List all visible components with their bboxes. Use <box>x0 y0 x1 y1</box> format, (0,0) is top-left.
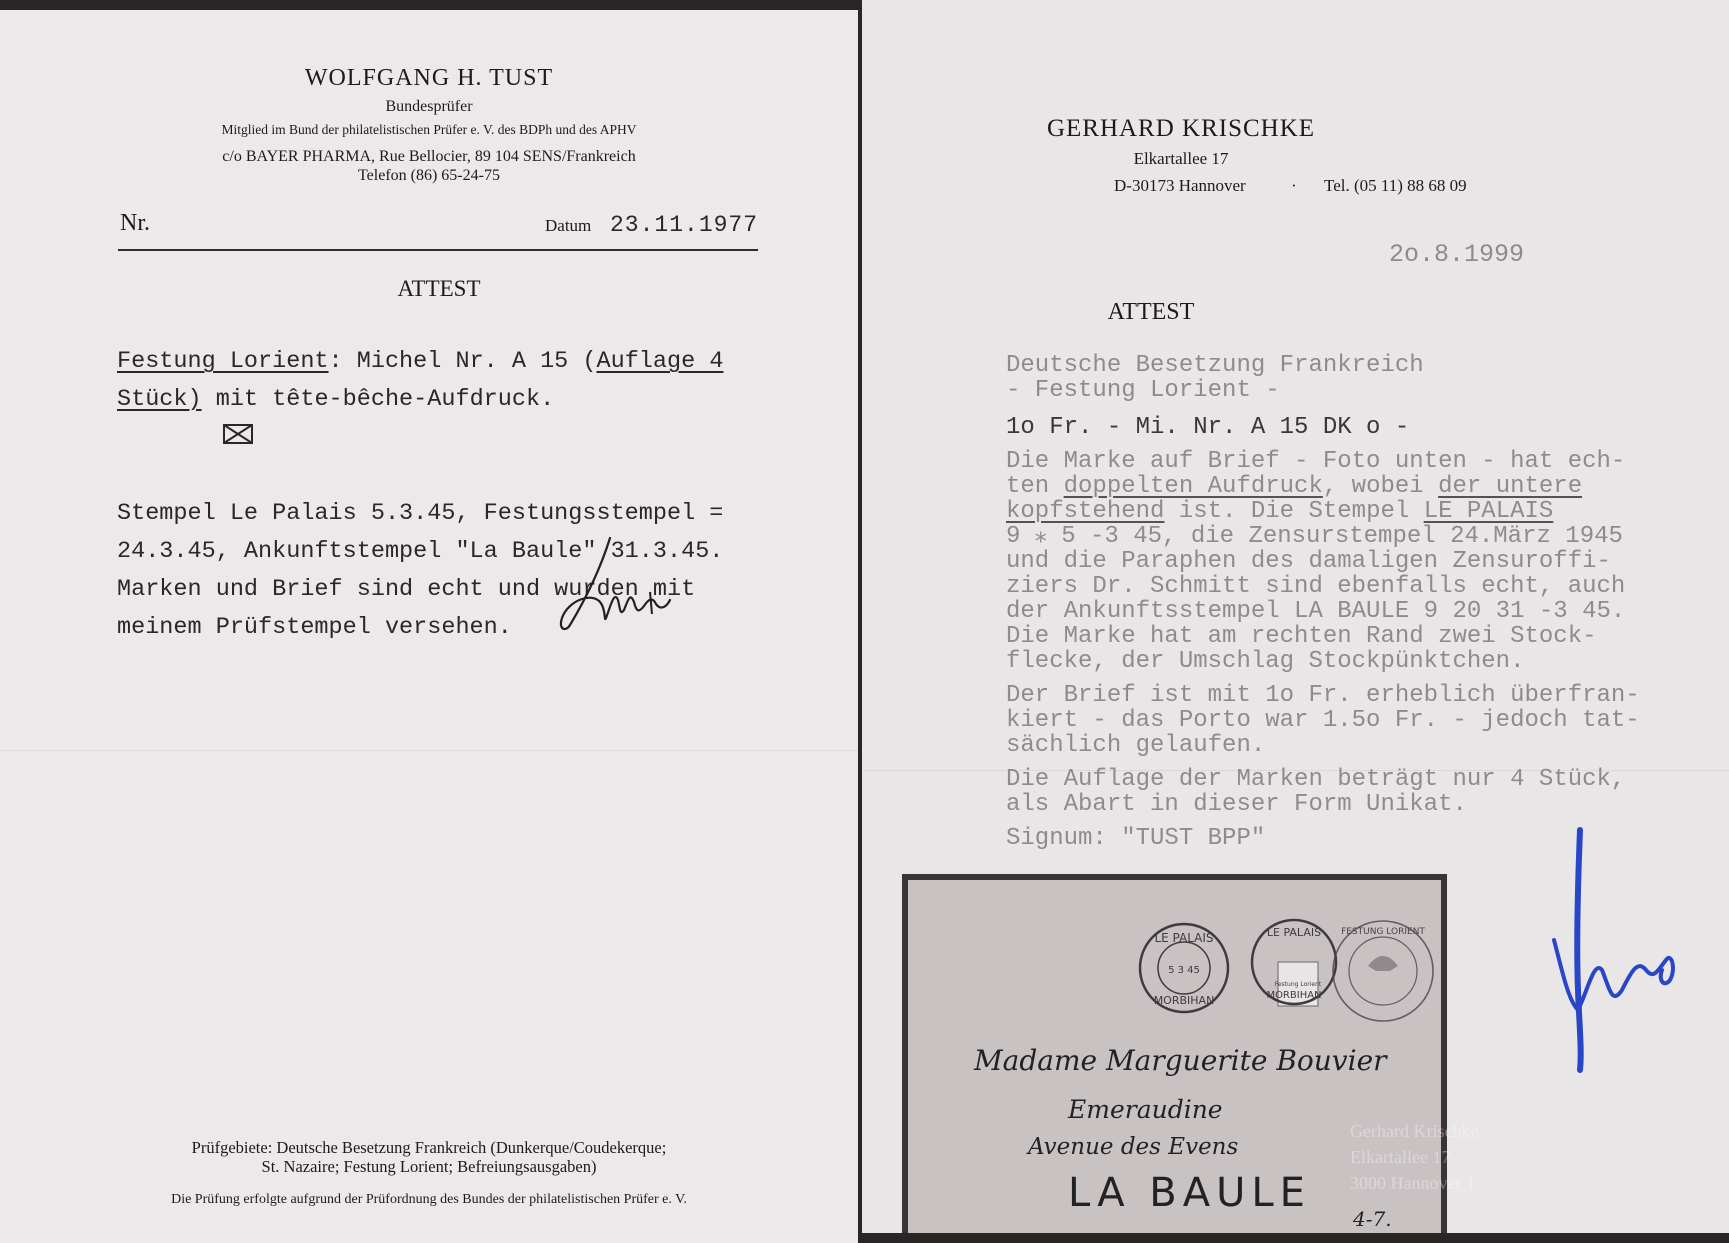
handwritten-signature <box>540 530 680 640</box>
body-line: meinem Prüfstempel versehen. <box>117 614 512 641</box>
left-certificate <box>0 10 858 1243</box>
right-certificate <box>862 0 1729 1233</box>
body-line: und die Paraphen des damaligen Zensuroffi- <box>1006 548 1611 575</box>
body-line: Marken und Brief sind echt und wurden mit <box>117 576 696 603</box>
body-line: Stück) mit tête-bêche-Aufdruck. <box>117 381 723 495</box>
signum-line: Signum: "TUST BPP" <box>1006 825 1266 852</box>
body-line: kiert - das Porto war 1.5o Fr. - jedoch tat- <box>1006 707 1640 734</box>
svg-text:MORBIHAN: MORBIHAN <box>1153 994 1215 1007</box>
body-line: Die Marke auf Brief - Foto unten - hat ech- <box>1006 448 1626 475</box>
nr-label: Nr. <box>120 210 150 236</box>
postmark-le-palais <box>1136 920 1232 1016</box>
svg-text:Avenue des Evens: Avenue des Evens <box>1028 1134 1239 1160</box>
bleed-through-stamp: Gerhard Krischke Elkartallee 17 3000 Hannover 1 <box>1350 1121 1479 1193</box>
body-line: 1o Fr. - Mi. Nr. A 15 DK o - <box>1006 414 1410 441</box>
separator-dot: · <box>1291 176 1297 195</box>
crossed-box-icon <box>220 422 258 446</box>
body-line: Die Auflage der Marken beträgt nur 4 Stück, <box>1006 766 1626 793</box>
datum-value: 23.11.1977 <box>610 212 759 238</box>
svg-text:Festung Lorient: Festung Lorient <box>1274 981 1322 988</box>
body-line: Stempel Le Palais 5.3.45, Festungsstempel = <box>117 500 724 527</box>
examiner-name: WOLFGANG H. TUST <box>304 65 554 91</box>
examiner-phone: Tel. (05 11) 88 68 09 <box>1324 176 1467 195</box>
svg-text:FESTUNG LORIENT: FESTUNG LORIENT <box>1341 927 1425 937</box>
footer-regulation: Die Prüfung erfolgte aufgrund der Prüfordnung des Bundes der philatelistischen Prüfer e. V. <box>171 1192 687 1207</box>
body-line: ziers Dr. Schmitt sind ebenfalls echt, auch <box>1006 573 1626 600</box>
attest-body <box>1006 353 1640 851</box>
body-line: 9 ⁎ 5 -3 45, die Zensurstempel 24.März 1945 <box>1006 523 1623 550</box>
examiner-address: c/o BAYER PHARMA, Rue Bellocier, 89 104 SENS/Frankreich <box>222 148 636 165</box>
body-line: flecke, der Umschlag Stockpünktchen. <box>1006 648 1525 675</box>
body-line: sächlich gelaufen. <box>1006 732 1266 759</box>
body-line: der Ankunftsstempel LA BAULE 9 20 31 -3 45. <box>1006 598 1626 625</box>
attest-heading: ATTEST <box>1107 299 1195 325</box>
festung-lorient-stamp <box>1328 916 1438 1026</box>
svg-text:Emeraudine: Emeraudine <box>1068 1095 1223 1124</box>
svg-text:Madame Marguerite Bouvier: Madame Marguerite Bouvier <box>974 1044 1387 1077</box>
postmark-le-palais-stamp <box>1248 916 1340 1012</box>
body-line: 24.3.45, Ankunftstempel "La Baule" 31.3.45. <box>117 538 724 565</box>
svg-text:LE PALAIS: LE PALAIS <box>1266 926 1322 939</box>
blue-signature <box>1542 820 1692 1080</box>
examiner-street: Elkartallee 17 <box>1133 149 1229 168</box>
body-line: Festung Lorient: Michel Nr. A 15 (Auflage 4 <box>117 348 724 375</box>
header-rule <box>118 249 758 251</box>
svg-text:LE PALAIS: LE PALAIS <box>1154 931 1214 945</box>
body-line: kopfstehend ist. Die Stempel LE PALAIS <box>1006 498 1554 525</box>
body-line: Der Brief ist mit 1o Fr. erheblich überfran- <box>1006 682 1640 709</box>
svg-text:4-7.: 4-7. <box>1353 1207 1392 1230</box>
body-line: - Festung Lorient - <box>1006 377 1280 404</box>
datum-label: Datum <box>545 216 592 235</box>
footer-areas: Prüfgebiete: Deutsche Besetzung Frankreich (Dunkerque/Coudekerque; St. Nazaire; Festung Lorient; Befreiungsausgaben) <box>191 1138 667 1176</box>
svg-text:5 3 45: 5 3 45 <box>1168 965 1200 976</box>
member-line: Mitglied im Bund der philatelistischen Prüfer e. V. des BDPh und des APHV <box>221 122 637 137</box>
body-line: Die Marke hat am rechten Rand zwei Stock- <box>1006 623 1597 650</box>
svg-text:MORBIHAN: MORBIHAN <box>1266 990 1322 1001</box>
body-line: Deutsche Besetzung Frankreich <box>1006 352 1424 379</box>
body-line: ten doppelten Aufdruck, wobei der untere <box>1006 473 1583 500</box>
examiner-role: Bundesprüfer <box>385 98 473 115</box>
examiner-phone: Telefon (86) 65-24-75 <box>358 167 500 184</box>
attest-date: 2o.8.1999 <box>1389 240 1525 269</box>
examiner-city: D-30173 Hannover <box>1114 176 1246 195</box>
svg-text:LA BAULE: LA BAULE <box>1068 1170 1311 1216</box>
body-line: als Abart in dieser Form Unikat. <box>1006 791 1467 818</box>
examiner-name: GERHARD KRISCHKE <box>1046 115 1316 142</box>
attest-heading: ATTEST <box>397 276 481 301</box>
